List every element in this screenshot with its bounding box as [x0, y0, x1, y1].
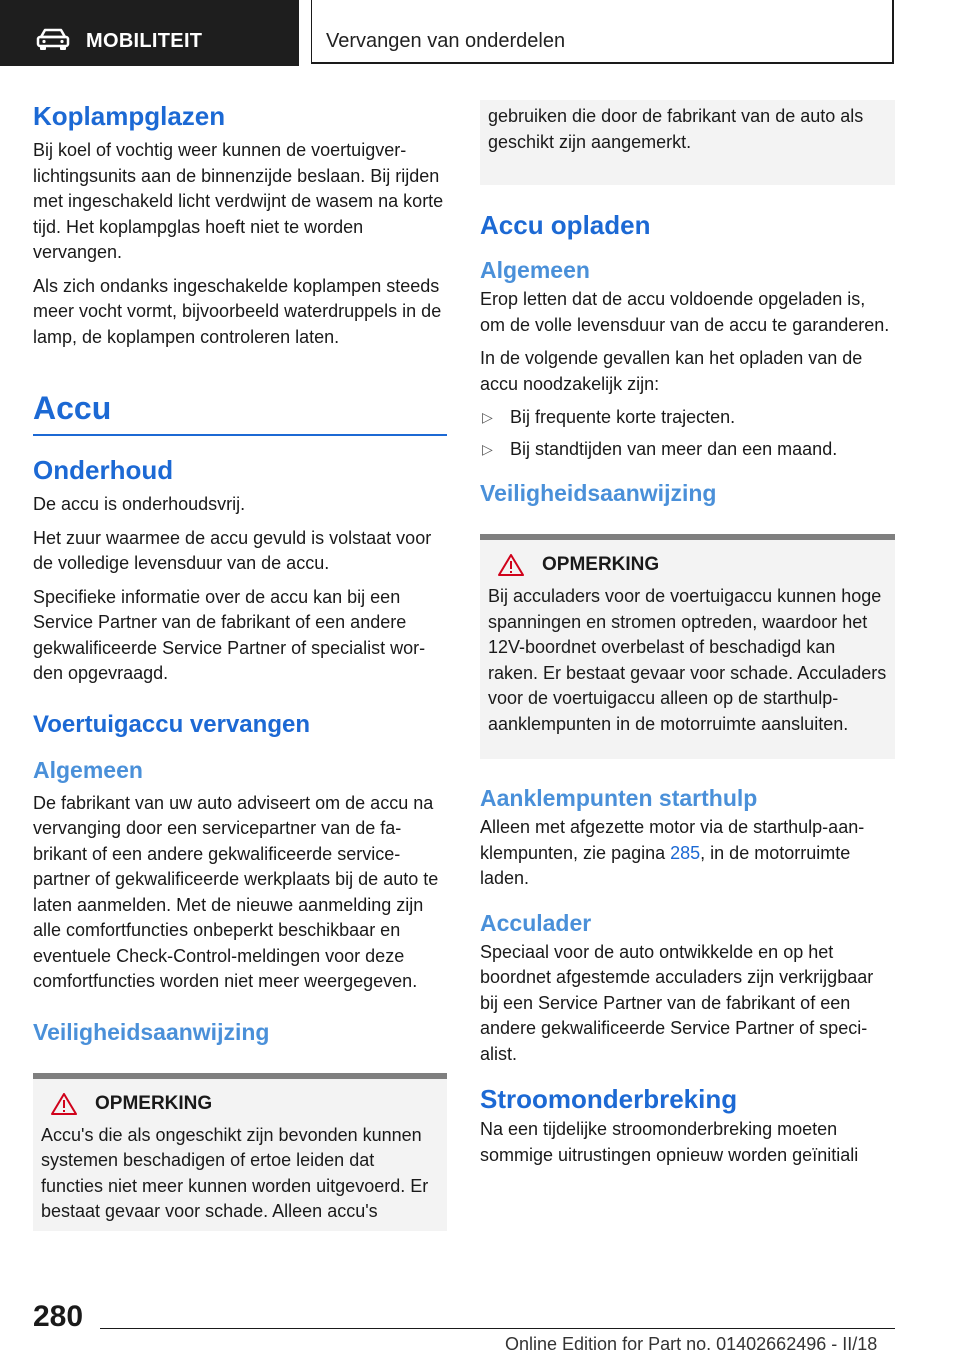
list-item — [480, 437, 895, 463]
notice-continuation — [480, 100, 895, 185]
section-divider — [33, 434, 447, 436]
paragraph: De accu is onderhoudsvrij. — [33, 494, 246, 514]
footer-divider — [100, 1328, 895, 1329]
paragraph: Het zuur waarmee de accu gevuld is volstaat voor de volledige levensduur van de accu. — [33, 527, 432, 573]
heading-algemeen: Algemeen — [33, 756, 143, 783]
heading-veiligheidsaanwijzing: Veiligheidsaanwijzing — [33, 1018, 270, 1045]
page-number: 280 — [33, 1300, 84, 1333]
warning-icon — [498, 554, 524, 576]
notice-header — [41, 1093, 439, 1115]
section-tab — [0, 0, 299, 66]
notice-label: OPMERKING — [542, 554, 660, 575]
list-item-text: Bij frequente korte trajecten. — [510, 407, 736, 427]
section-label: MOBILITEIT — [86, 30, 203, 52]
notice-box — [480, 534, 895, 759]
heading-acculader: Acculader — [480, 909, 592, 936]
paragraph: De fabrikant van uw auto adviseert om de accu na vervanging door een servicepartner van de fabrikant of een andere gekwalificeerde servicepartner of gekwalificeerde werkplaats bij de auto te laten aanmelden. Met de nieuwe aanmelding zijn alle comfortfuncties onbeperkt beschikbaar en eventuele Check-Control-meldingen voor deze comfortfuncties worden niet meer weergegeven. — [33, 792, 439, 991]
paragraph: Erop letten dat de accu voldoende opgeladen is, om de volle levensduur van de accu te garanderen. — [480, 289, 890, 335]
heading-koplampglazen: Koplampglazen — [33, 101, 226, 131]
notice-box — [33, 1073, 447, 1231]
left-column — [33, 100, 447, 1231]
heading-algemeen: Algemeen — [480, 257, 590, 283]
paragraph: Na een tijdelijke stroomonderbreking moeten sommige uitrustingen opnieuw worden geïnitiali — [480, 1119, 859, 1165]
heading-veiligheidsaanwijzing: Veiligheidsaanwijzing — [480, 480, 717, 506]
chapter-title-box — [311, 0, 894, 64]
car-icon — [36, 28, 70, 50]
paragraph: Specifieke informatie over de accu kan bij een Service Partner van de fabrikant of een andere gekwalificeerde Service Partner of specialist worden opgevraagd. — [33, 586, 426, 683]
paragraph: Bij koel of vochtig weer kunnen de voertuigverlichtingsunits aan de binnenzijde beslaan. Bij rijden met ingeschakeld licht verdwijnt de wasem na korte tijd. Het koplampglas hoeft niet te worden vervangen. — [33, 140, 444, 262]
paragraph — [480, 815, 895, 892]
right-column — [480, 100, 895, 1176]
heading-accu: Accu — [33, 390, 112, 426]
paragraph: Als zich ondanks ingeschakelde koplampen steeds meer vocht vormt, bijvoorbeeld waterdruppels in de lamp, de koplampen controleren laten. — [33, 275, 442, 347]
heading-voertuigaccu-vervangen: Voertuigaccu vervangen — [33, 710, 310, 738]
bullet-list — [480, 405, 895, 462]
heading-aanklempunten-starthulp: Aanklempunten starthulp — [480, 785, 758, 811]
warning-icon — [51, 1093, 77, 1115]
notice-label: OPMERKING — [95, 1092, 213, 1114]
paragraph: Speciaal voor de auto ontwikkelde en op het boordnet afgestemde acculaders zijn verkrijgbaar bij een Service Partner van de fabrikant of een andere gekwalificeerde Service Partner of specialist. — [480, 941, 874, 1064]
page-header — [0, 0, 960, 66]
edition-note: Online Edition for Part no. 01402662496 - II/18 — [505, 1334, 878, 1354]
list-item-text: Bij standtijden van meer dan een maand. — [510, 438, 838, 459]
heading-accu-opladen: Accu opladen — [480, 210, 651, 240]
heading-onderhoud: Onderhoud — [33, 455, 174, 485]
paragraph-text: Alleen met afgezette motor via de starthulp-aanklempunten, zie pagina — [480, 817, 865, 863]
triangle-bullet-icon: ▷ — [482, 440, 493, 457]
heading-stroomonderbreking: Stroomonderbreking — [480, 1084, 738, 1114]
notice-text: Accu's die als ongeschikt zijn bevonden kunnen systemen beschadigen of ertoe leiden dat functies niet meer kunnen worden uitgevoerd. Er bestaat gevaar voor schade. Alleen accu's — [41, 1124, 429, 1221]
notice-text: gebruiken die door de fabrikant van de auto als geschikt zijn aangemerkt. — [488, 106, 864, 152]
chapter-title: Vervangen van onderdelen — [326, 30, 566, 52]
list-item — [480, 405, 895, 431]
page-link[interactable]: 285 — [670, 842, 701, 863]
paragraph-text: , in de motorruimte laden. — [480, 842, 851, 888]
paragraph: In de volgende gevallen kan het opladen van de accu noodzakelijk zijn: — [480, 348, 863, 394]
triangle-bullet-icon: ▷ — [482, 409, 493, 425]
notice-header — [488, 554, 887, 576]
notice-text: Bij acculaders voor de voertuigaccu kunnen hoge spanningen en stromen optreden, waardoor het 12V-boordnet overbelast of beschadigd kan raken. Er bestaat gevaar voor schade. Acculaders voor de voertuigaccu alleen op de starthulp-aanklempunten in de motorruimte aansluiten. — [488, 586, 887, 734]
